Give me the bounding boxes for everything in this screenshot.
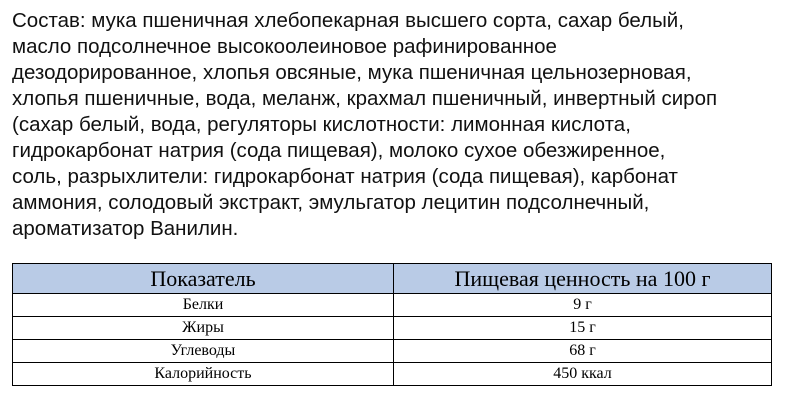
composition-line: ароматизатор Ванилин. (12, 217, 239, 240)
composition-text (12, 8, 777, 242)
row-value: 9 г (394, 294, 772, 317)
row-indicator: Углеводы (13, 340, 394, 363)
table-row (13, 294, 772, 317)
composition-line: масло подсолнечное высокоолеиновое рафинированное (12, 35, 557, 58)
row-indicator: Жиры (13, 317, 394, 340)
composition-line: (сахар белый, вода, регуляторы кислотности: лимонная кислота, (12, 113, 631, 136)
row-indicator: Калорийность (13, 363, 394, 386)
composition-line: аммония, солодовый экстракт, эмульгатор лецитин подсолнечный, (12, 191, 650, 214)
composition-line: хлопья пшеничные, вода, меланж, крахмал пшеничный, инвертный сироп (12, 87, 718, 110)
composition-line: дезодорированное, хлопья овсяные, мука пшеничная цельнозерновая, (12, 61, 692, 84)
table-row (13, 363, 772, 386)
row-value: 68 г (394, 340, 772, 363)
nutrition-table (12, 263, 772, 386)
composition-line: Состав: мука пшеничная хлебопекарная высшего сорта, сахар белый, (12, 9, 684, 32)
table-row (13, 340, 772, 363)
row-value: 15 г (394, 317, 772, 340)
header-indicator: Показатель (13, 264, 394, 294)
row-value: 450 ккал (394, 363, 772, 386)
row-indicator: Белки (13, 294, 394, 317)
composition-line: гидрокарбонат натрия (сода пищевая), молоко сухое обезжиренное, (12, 139, 666, 162)
table-header-row (13, 264, 772, 294)
table-row (13, 317, 772, 340)
header-value: Пищевая ценность на 100 г (394, 264, 772, 294)
composition-line: соль, разрыхлители: гидрокарбонат натрия (сода пищевая), карбонат (12, 165, 678, 188)
